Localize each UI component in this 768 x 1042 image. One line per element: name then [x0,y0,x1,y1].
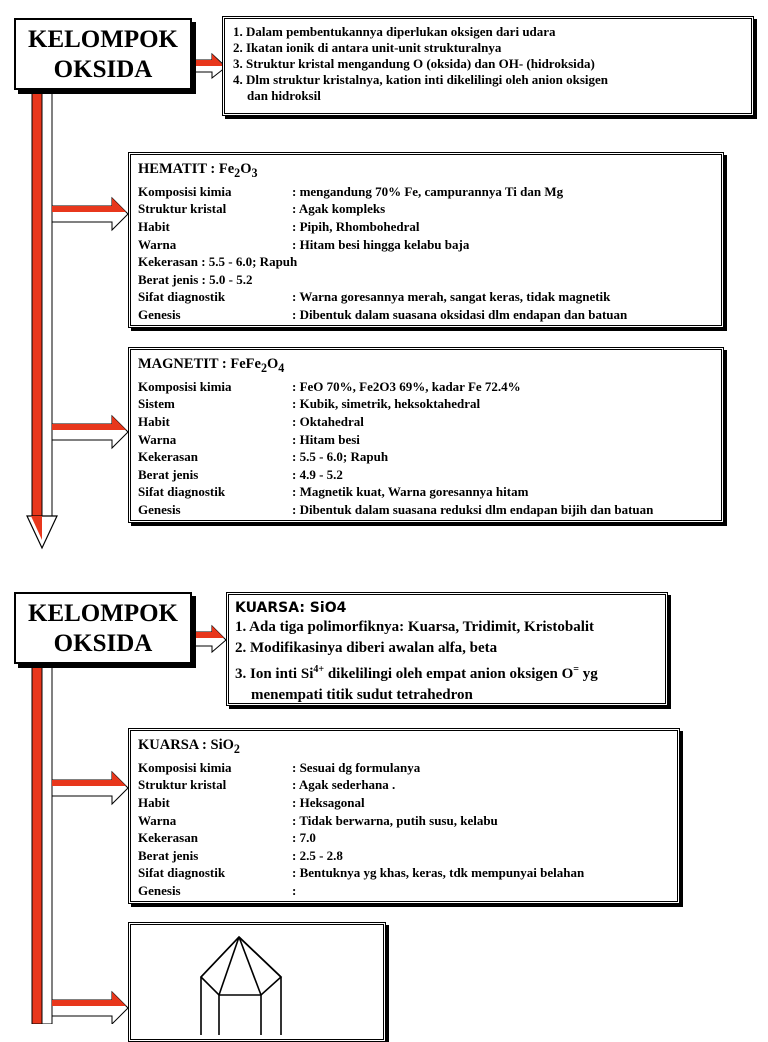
table-cell: Habit [138,414,170,430]
kuarsa-point-3-cont: menempati titik sudut tetrahedron [251,687,473,703]
table-row [138,413,653,431]
kuarsa-title [138,736,670,759]
table-row [138,288,627,306]
table-cell: : Tidak berwarna, putih susu, kelabu [292,812,498,828]
table-row [138,794,584,812]
table-row [138,431,653,449]
kuarsa-characteristics-box [226,592,668,706]
table-cell: : Oktahedral [292,414,364,430]
point-2: 2. Ikatan ionik di antara unit-unit strukturalnya [233,40,502,55]
table-cell: : Dibentuk dalam suasana reduksi dlm endapan bijih dan batuan [292,502,654,518]
table-row [138,776,584,794]
formula-part: 2 [234,165,241,180]
kuarsa-box [128,728,680,904]
hematit-table-b [138,288,627,323]
point-4-cont: dan hidroksil [247,88,321,103]
section-title-line2: OKSIDA [53,630,153,657]
hematit-title [138,160,714,183]
h-arrow-1c [52,416,128,448]
hematit-box [128,152,724,328]
h-arrow-2b [52,772,128,804]
kuarsa-table [138,759,584,900]
point-4: 4. Dlm struktur kristalnya, kation inti dikelilingi oleh anion oksigen [233,72,609,87]
formula-part: HEMATIT : Fe [138,161,235,177]
table-cell: Warna [138,431,177,447]
table-row [138,501,653,519]
kuarsa-point-3: 3. Ion inti $Si^{4+}$ dikelilingi oleh empat anion oksigen O= yg [235,664,598,682]
section-title-box-1 [14,18,192,90]
formula-part: O [267,356,279,372]
formula-part: 3 [251,165,258,180]
table-cell: : mengandung 70% Fe, campurannya Ti dan Mg [292,183,564,199]
table-cell: : Agak sederhana . [292,777,396,793]
magnetit-title [138,355,714,378]
table-row [138,466,653,484]
h-arrow-2c [52,992,128,1024]
table-cell: : Warna goresannya merah, sangat keras, tidak magnetik [292,289,611,305]
hematit-density: Berat jenis : 5.0 - 5.2 [138,271,253,287]
table-cell: Komposisi kimia [138,183,232,199]
table-row [138,448,653,466]
section-title-line1: KELOMPOK [28,600,178,627]
h-arrow-2a [190,626,226,652]
table-cell: Struktur kristal [138,201,227,217]
point-1: 1. Dalam pembentukannya diperlukan oksigen dari udara [233,24,556,39]
table-cell: : 7.0 [292,830,316,846]
table-cell: Genesis [138,883,181,899]
table-cell: Berat jenis [138,847,199,863]
table-cell: Komposisi kimia [138,378,232,394]
table-row [138,483,653,501]
table-cell: Genesis [138,307,181,323]
table-row [138,829,584,847]
table-cell: Habit [138,219,170,235]
formula-part: 2 [233,741,240,756]
table-row [138,882,584,900]
kuarsa-point-1: 1. Ada tiga polimorfiknya: Kuarsa, Tridimit, Kristobalit [235,619,595,635]
oxide-characteristics-box [222,16,754,116]
table-cell: Warna [138,236,177,252]
table-cell: : 2.5 - 2.8 [292,847,343,863]
vertical-arrow-1 [27,88,57,548]
table-cell: Struktur kristal [138,777,227,793]
table-cell: : Magnetik kuat, Warna goresannya hitam [292,484,529,500]
kuarsa-point-2: 2. Modifikasinya diberi awalan alfa, beta [235,640,498,656]
table-cell: : Pipih, Rhombohedral [292,219,420,235]
table-row [138,183,563,201]
table-cell: Sifat diagnostik [138,484,226,500]
section-title-line1: KELOMPOK [28,26,178,53]
section-title-box-2 [14,592,192,664]
table-row [138,200,563,218]
table-cell: : Sesuai dg formulanya [292,759,421,775]
table-cell: : Agak kompleks [292,201,386,217]
table-cell: : Hitam besi [292,431,360,447]
section-title-line2: OKSIDA [53,56,153,83]
table-cell: : Kubik, simetrik, heksoktahedral [292,396,481,412]
formula-part: O [240,161,252,177]
table-row [138,236,563,254]
quartz-crystal-figure-box [128,922,386,1042]
table-cell: Sifat diagnostik [138,289,226,305]
formula-part: KUARSA : SiO [138,737,234,753]
table-row [138,378,653,396]
table-row [138,218,563,236]
table-cell: : FeO 70%, Fe2O3 69%, kadar Fe 72.4% [292,378,521,394]
h-arrow-1a [190,54,226,78]
table-cell: Sistem [138,396,175,412]
table-cell: : Dibentuk dalam suasana oksidasi dlm endapan dan batuan [292,307,628,323]
magnetit-table [138,378,653,519]
table-row [138,759,584,777]
table-cell: Komposisi kimia [138,759,232,775]
table-cell: : Hitam besi hingga kelabu baja [292,236,470,252]
table-cell: Warna [138,812,177,828]
magnetit-box [128,347,724,523]
vertical-arrow-2 [32,660,52,1024]
formula-part: 4 [278,360,285,375]
table-cell: : Heksagonal [292,795,365,811]
formula-part: = [573,664,579,675]
table-row [138,847,584,865]
table-cell: Berat jenis [138,466,199,482]
table-cell: Kekerasan [138,449,198,465]
table-cell: Kekerasan [138,830,198,846]
table-row [138,864,584,882]
formula-part: 4+ [313,664,325,675]
table-cell: Habit [138,795,170,811]
table-cell: : Bentuknya yg khas, keras, tdk mempunyai belahan [292,865,585,881]
table-cell: Genesis [138,502,181,518]
table-cell: Sifat diagnostik [138,865,226,881]
formula-part: MAGNETIT : FeFe [138,356,261,372]
table-row [138,812,584,830]
point-3: 3. Struktur kristal mengandung O (oksida) dan OH- (hidroksida) [233,56,595,71]
table-cell: : [292,883,297,899]
formula-part: 2 [260,360,268,375]
table-cell: : 4.9 - 5.2 [292,466,343,482]
kuarsa-list-title: KUARSA: SiO4 [235,600,347,616]
hematit-hardness: Kekerasan : 5.5 - 6.0; Rapuh [138,254,298,270]
h-arrow-1b [52,198,128,230]
quartz-crystal-drawing [131,925,383,1035]
table-row [138,395,653,413]
hematit-table-a [138,183,563,253]
table-row [138,306,627,324]
table-cell: : 5.5 - 6.0; Rapuh [292,449,389,465]
